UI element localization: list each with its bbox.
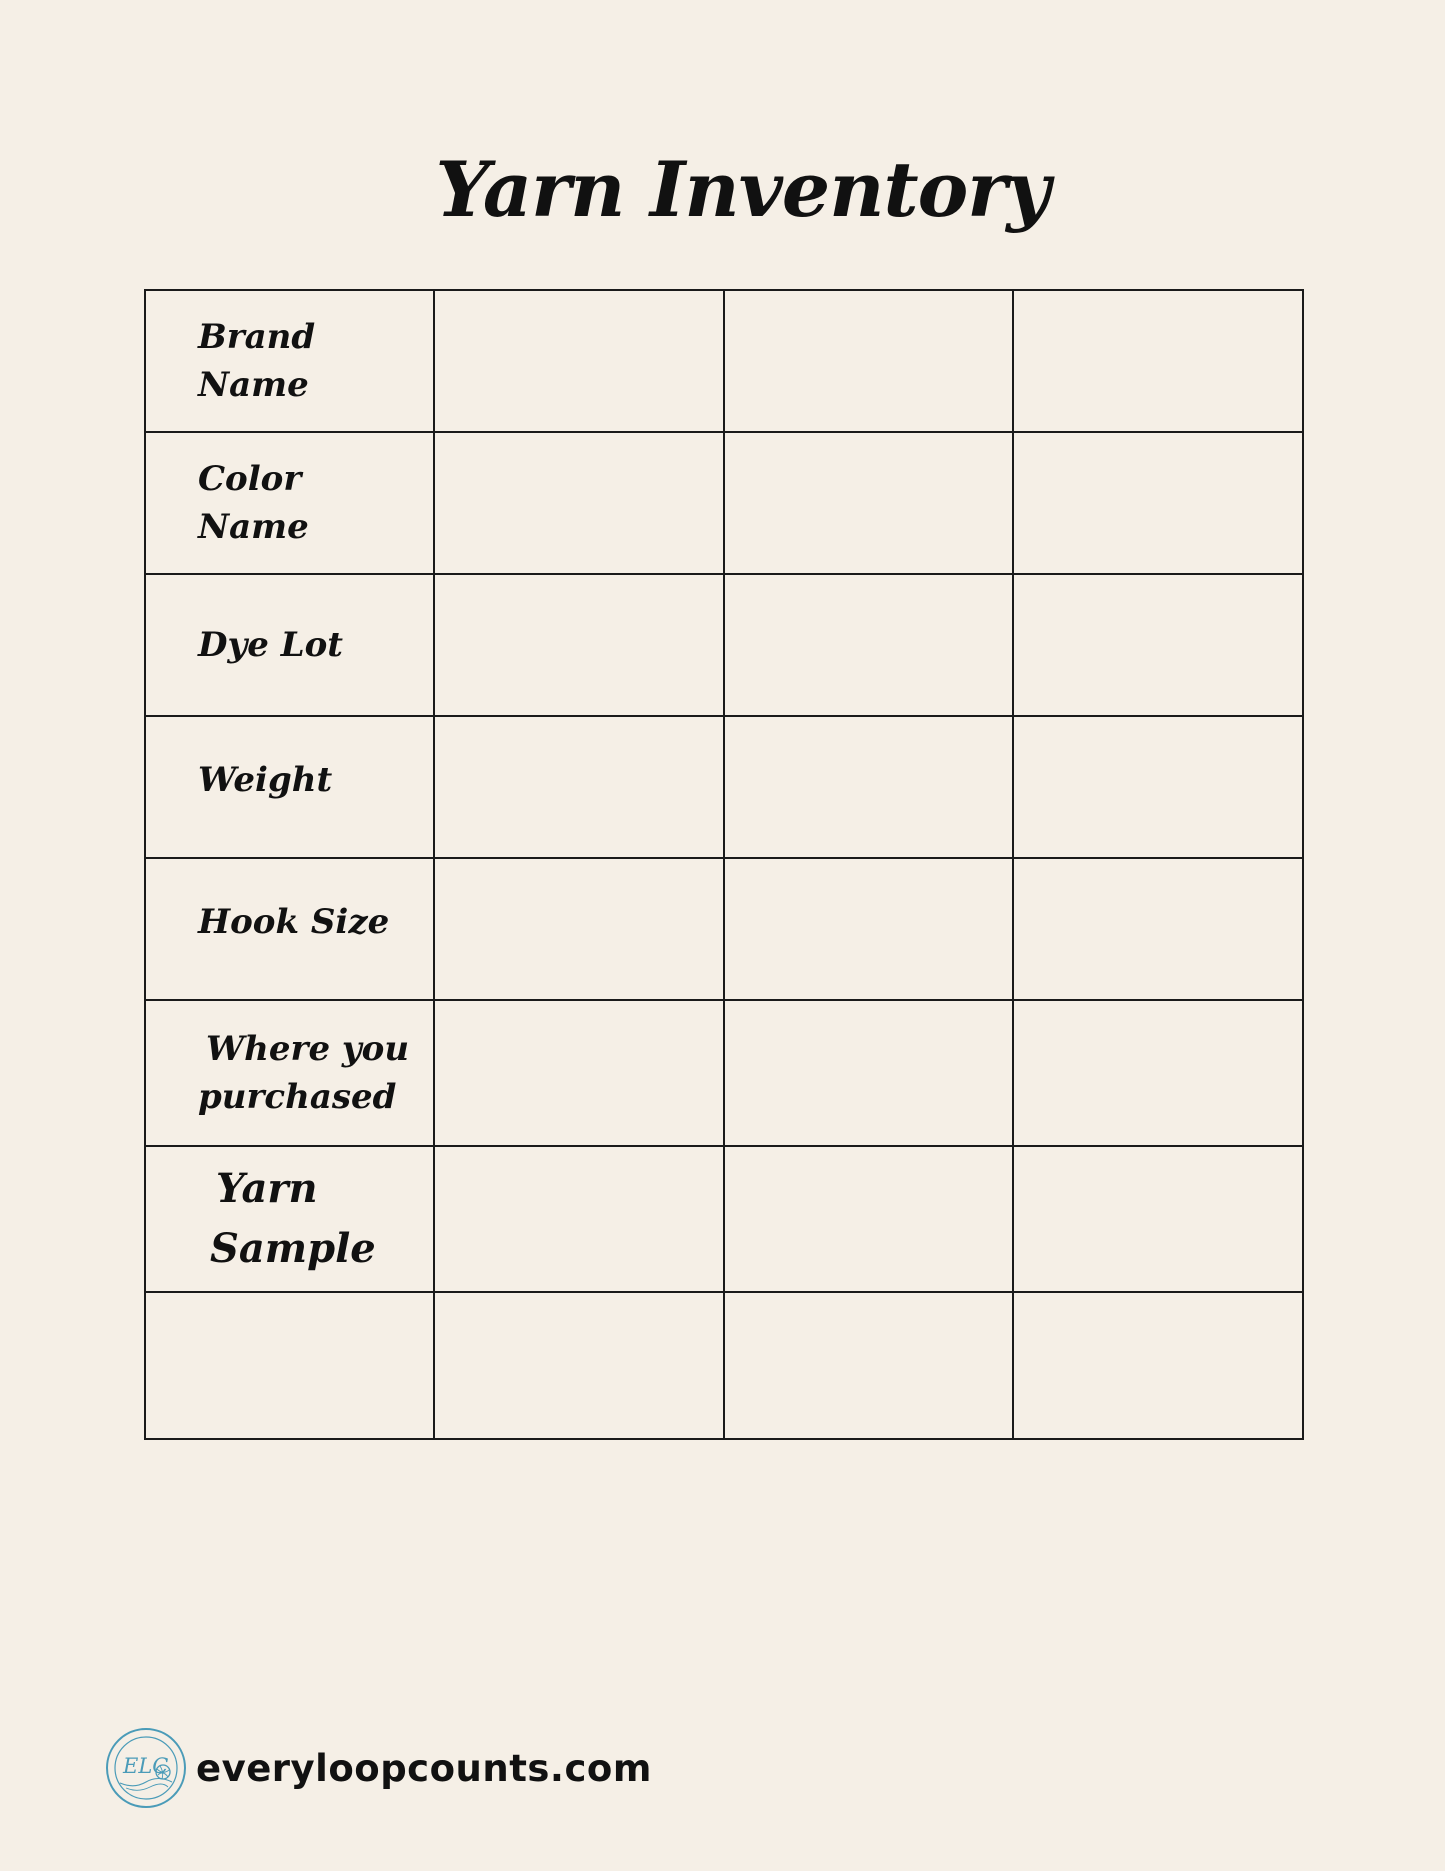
logo-graphic <box>110 1732 182 1804</box>
entry-cell[interactable] <box>434 858 724 1000</box>
row-label-where-purchased <box>145 1000 434 1146</box>
row-label-line: Color <box>198 459 302 499</box>
entry-cell[interactable] <box>1013 290 1303 432</box>
entry-cell[interactable] <box>434 574 724 716</box>
entry-cell[interactable] <box>434 1292 724 1439</box>
entry-cell[interactable] <box>724 574 1013 716</box>
table-row-weight <box>145 716 1303 858</box>
row-label-hook-size <box>145 858 434 1000</box>
logo-monogram: ELC <box>123 1754 169 1778</box>
row-label-line: Brand <box>198 317 316 357</box>
row-label-line: Sample <box>210 1225 376 1272</box>
entry-cell[interactable] <box>145 1292 434 1439</box>
entry-cell[interactable] <box>1013 1292 1303 1439</box>
row-label-line: Weight <box>198 760 333 800</box>
page-title: Yarn Inventory <box>435 145 1050 234</box>
table-row-dye-lot <box>145 574 1303 716</box>
row-label-color-name <box>145 432 434 574</box>
entry-cell[interactable] <box>724 1292 1013 1439</box>
entry-cell[interactable] <box>1013 574 1303 716</box>
row-label-line: Hook Size <box>198 902 390 942</box>
inventory-table <box>144 289 1304 1440</box>
table-row-where-purchased <box>145 1000 1303 1146</box>
row-label-line: Name <box>198 365 309 405</box>
row-label-yarn-sample <box>145 1146 434 1292</box>
table-row-brand-name <box>145 290 1303 432</box>
entry-cell[interactable] <box>434 716 724 858</box>
entry-cell[interactable] <box>724 1146 1013 1292</box>
row-label-line: Where you <box>206 1029 410 1069</box>
entry-cell[interactable] <box>724 290 1013 432</box>
table-row-yarn-sample <box>145 1146 1303 1292</box>
table-row-blank <box>145 1292 1303 1439</box>
entry-cell[interactable] <box>724 858 1013 1000</box>
entry-cell[interactable] <box>434 432 724 574</box>
table-row-hook-size <box>145 858 1303 1000</box>
entry-cell[interactable] <box>724 716 1013 858</box>
table-row-color-name <box>145 432 1303 574</box>
row-label-line: Dye Lot <box>198 625 343 665</box>
row-label-weight <box>145 716 434 858</box>
entry-cell[interactable] <box>1013 432 1303 574</box>
entry-cell[interactable] <box>1013 1000 1303 1146</box>
entry-cell[interactable] <box>434 1000 724 1146</box>
row-label-dye-lot <box>145 574 434 716</box>
entry-cell[interactable] <box>724 432 1013 574</box>
entry-cell[interactable] <box>1013 1146 1303 1292</box>
website-url: everyloopcounts.com <box>196 1746 652 1790</box>
entry-cell[interactable] <box>434 290 724 432</box>
row-label-line: Name <box>198 507 309 547</box>
footer <box>106 1726 652 1810</box>
row-label-line: purchased <box>198 1077 397 1117</box>
entry-cell[interactable] <box>1013 716 1303 858</box>
row-label-line: Yarn <box>216 1165 318 1212</box>
entry-cell[interactable] <box>724 1000 1013 1146</box>
row-label-brand-name <box>145 290 434 432</box>
entry-cell[interactable] <box>1013 858 1303 1000</box>
entry-cell[interactable] <box>434 1146 724 1292</box>
yarn-ball-logo-icon <box>106 1728 186 1808</box>
